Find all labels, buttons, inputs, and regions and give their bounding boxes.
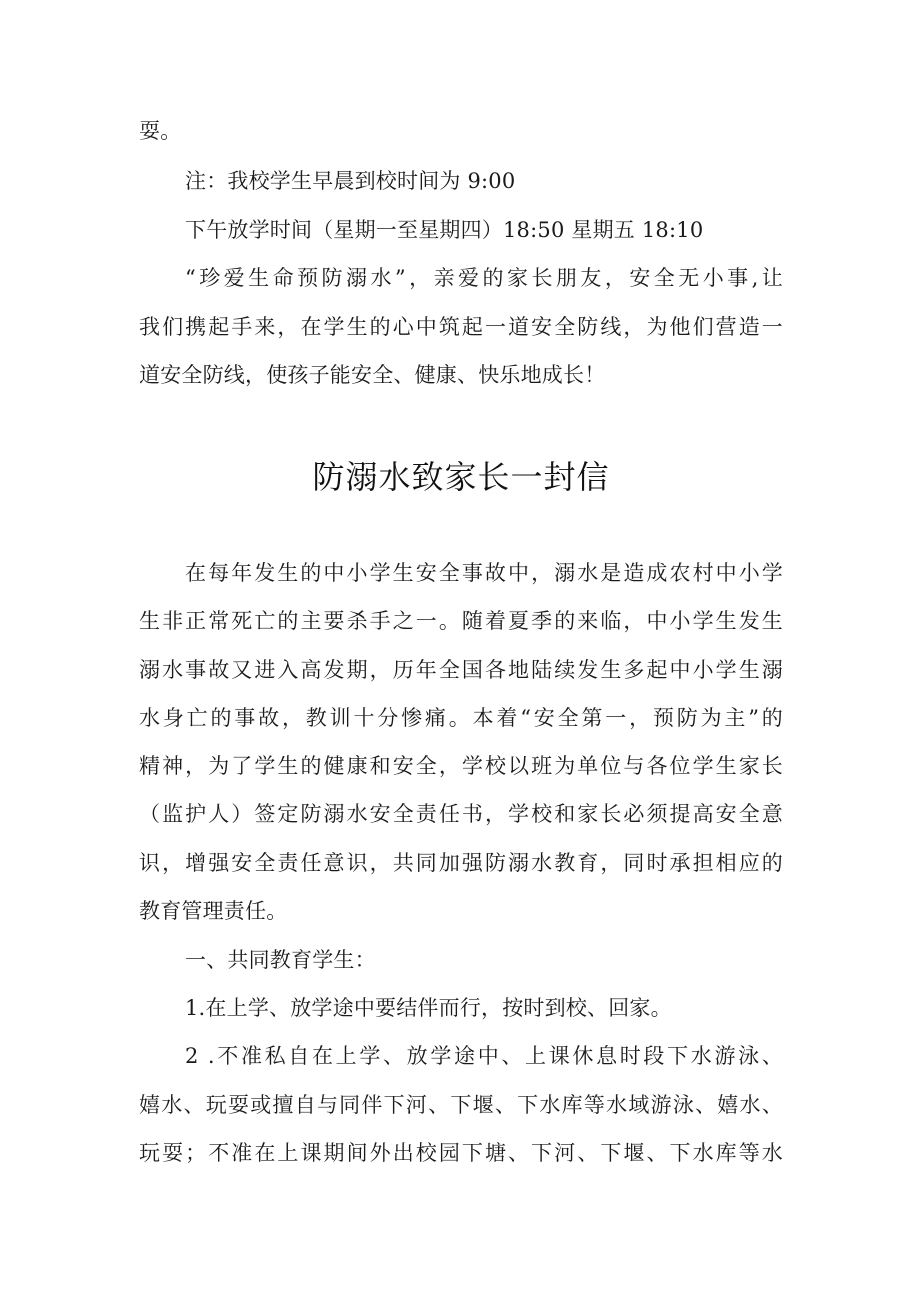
- dismissal-time-note: 下午放学时间（星期一至星期四）18:50 星期五 18:10: [185, 218, 704, 242]
- continuation-text: 耍。: [139, 119, 182, 143]
- closing-paragraph-line: 道安全防线，使孩子能安全、健康、快乐地成长！: [139, 363, 606, 387]
- section-heading: 一、共同教育学生：: [185, 948, 376, 972]
- closing-paragraph-line: “珍爱生命预防溺水”，亲爱的家长朋友，安全无小事,让: [185, 266, 783, 290]
- letter-title: 防溺水致家长一封信: [312, 458, 610, 496]
- intro-paragraph-line: 生非正常死亡的主要杀手之一。随着夏季的来临，中小学生发生: [139, 609, 783, 633]
- list-item-1: 1.在上学、放学途中要结伴而行，按时到校、回家。: [185, 996, 672, 1020]
- closing-paragraph-line: 我们携起手来，在学生的心中筑起一道安全防线，为他们营造一: [139, 315, 783, 339]
- intro-paragraph-line: 精神，为了学生的健康和安全，学校以班为单位与各位学生家长: [139, 754, 783, 778]
- list-item-2-line: 玩耍；不准在上课期间外出校园下塘、下河、下堰、下水库等水: [139, 1141, 783, 1165]
- intro-paragraph-line: 在每年发生的中小学生安全事故中，溺水是造成农村中小学: [185, 561, 783, 585]
- list-item-2-line: 嬉水、玩耍或擅自与同伴下河、下堰、下水库等水域游泳、嬉水、: [139, 1093, 783, 1117]
- intro-paragraph-line: 水身亡的事故，教训十分惨痛。本着“安全第一，预防为主”的: [139, 706, 783, 730]
- intro-paragraph-line: 教育管理责任。: [139, 899, 288, 923]
- list-item-2-line: 2 .不准私自在上学、放学途中、上课休息时段下水游泳、: [185, 1044, 783, 1068]
- intro-paragraph-line: 溺水事故又进入高发期，历年全国各地陆续发生多起中小学生溺: [139, 658, 783, 682]
- intro-paragraph-line: 识，增强安全责任意识，共同加强防溺水教育，同时承担相应的: [139, 851, 783, 875]
- intro-paragraph-line: （监护人）签定防溺水安全责任书，学校和家长必须提高安全意: [139, 802, 783, 826]
- arrival-time-note: 注：我校学生早晨到校时间为 9:00: [185, 169, 516, 193]
